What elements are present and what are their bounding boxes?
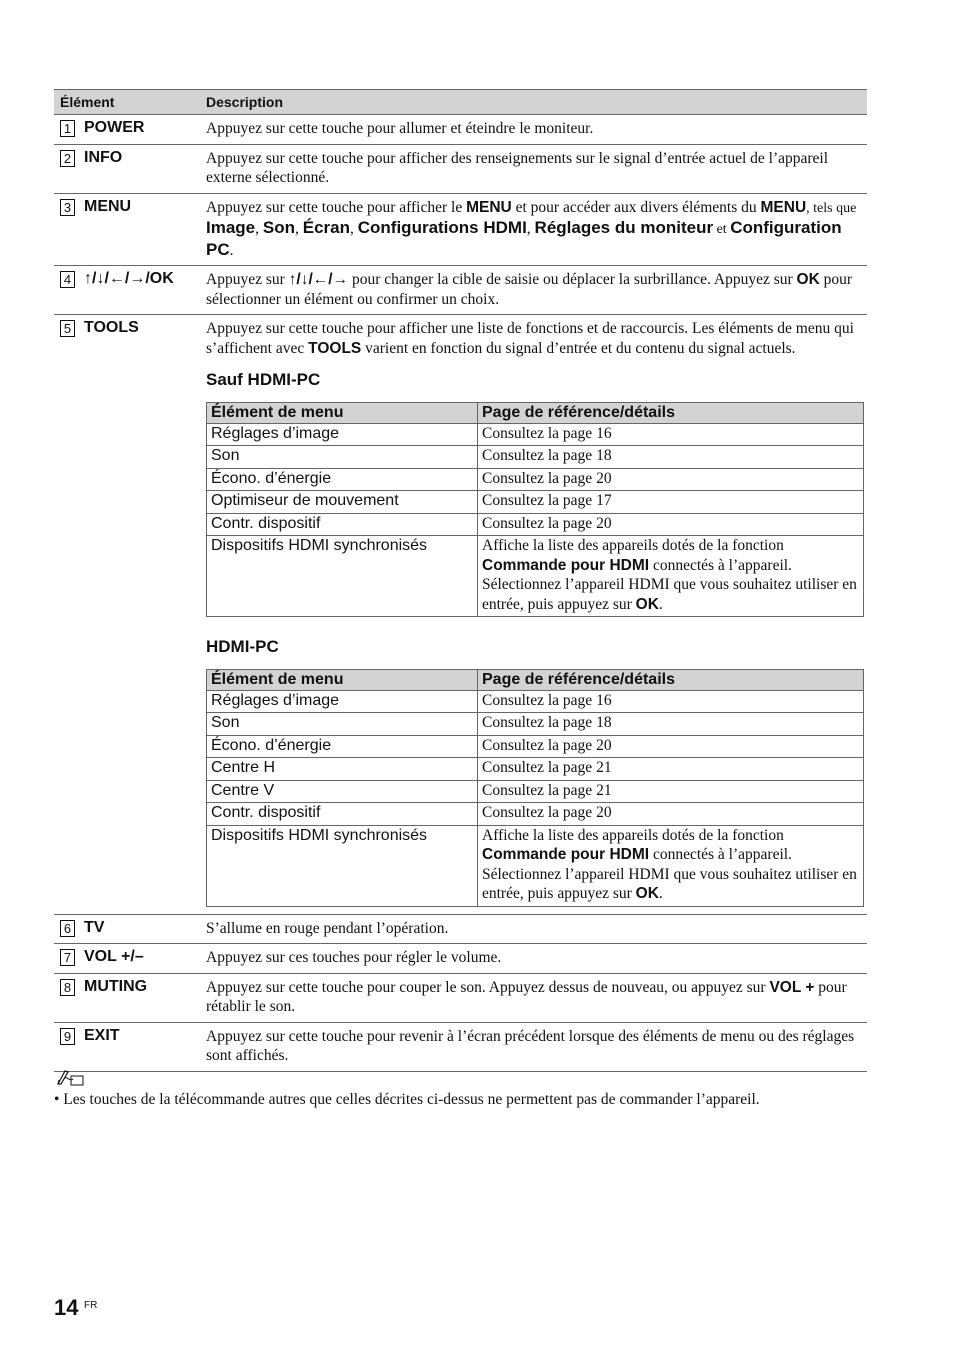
subtable-header-item: Élément de menu xyxy=(207,669,478,690)
desc-muting: Appuyez sur cette touche pour couper le son. Appuyez dessus de nouveau, ou appuyez sur VOL + pour rétablir le son. xyxy=(206,973,867,1022)
table-row: Écono. d’énergie Consultez la page 20 xyxy=(207,735,864,758)
subtable-header xyxy=(207,669,864,690)
table-row: Réglages d’image Consultez la page 16 xyxy=(207,690,864,713)
hdmi-pc-table xyxy=(206,669,864,907)
remote-buttons-table xyxy=(54,89,867,1072)
key-label: MENU xyxy=(84,197,132,215)
desc-vol: Appuyez sur ces touches pour régler le volume. xyxy=(206,944,867,974)
table-row: Son Consultez la page 18 xyxy=(207,713,864,736)
header-description: Description xyxy=(206,90,867,115)
tools-description: Appuyez sur cette touche pour afficher une liste de fonctions et de raccourcis. Les éléments de menu qui s’affichent avec TOOLS varient en fonction du signal d’entrée et du contenu du signal actuels. xyxy=(206,320,854,357)
desc-exit: Appuyez sur cette touche pour revenir à l’écran précédent lorsque des éléments de menu ou des réglages sont affichés. xyxy=(206,1022,867,1071)
item-number: 9 xyxy=(60,1028,75,1045)
item-number: 6 xyxy=(60,920,75,937)
desc-arrows: Appuyez sur ↑/↓/←/→ pour changer la cible de saisie ou déplacer la surbrillance. Appuyez sur OK pour sélectionner un élément ou confirmer un choix. xyxy=(206,266,867,315)
key-info xyxy=(54,144,206,193)
table-row: Centre V Consultez la page 21 xyxy=(207,780,864,803)
key-menu xyxy=(54,193,206,266)
key-label: TOOLS xyxy=(84,319,139,336)
table-row: Écono. d’énergie Consultez la page 20 xyxy=(207,468,864,491)
item-number: 3 xyxy=(60,199,75,216)
subtable-header xyxy=(207,402,864,423)
table-header xyxy=(54,90,867,115)
key-muting xyxy=(54,973,206,1022)
table-row: Son Consultez la page 18 xyxy=(207,446,864,469)
key-label: MUTING xyxy=(84,977,148,995)
key-tools xyxy=(54,315,206,915)
table-row-power xyxy=(54,115,867,145)
item-number: 7 xyxy=(60,949,75,966)
table-row-tv xyxy=(54,914,867,944)
table-row: Contr. dispositif Consultez la page 20 xyxy=(207,803,864,826)
pencil-note-icon xyxy=(55,1068,85,1086)
key-exit xyxy=(54,1022,206,1071)
subtable-header-ref: Page de référence/détails xyxy=(478,669,864,690)
table-row-arrows xyxy=(54,266,867,315)
desc-tools xyxy=(206,315,867,915)
key-label: POWER xyxy=(84,119,145,136)
table-row-tools xyxy=(54,315,867,915)
table-row-exit xyxy=(54,1022,867,1071)
page-language: FR xyxy=(84,1300,98,1311)
table-row: Contr. dispositif Consultez la page 20 xyxy=(207,513,864,536)
item-number: 8 xyxy=(60,979,75,996)
key-tv xyxy=(54,914,206,944)
page-number: 14 xyxy=(54,1295,79,1320)
sauf-hdmi-pc-title: Sauf HDMI-PC xyxy=(206,370,321,389)
table-row: Optimiseur de mouvement Consultez la page 17 xyxy=(207,491,864,514)
key-label: TV xyxy=(84,918,105,936)
key-arrows xyxy=(54,266,206,315)
key-label: INFO xyxy=(84,148,123,166)
desc-tv: S’allume en rouge pendant l’opération. xyxy=(206,914,867,944)
key-vol xyxy=(54,944,206,974)
desc-menu: Appuyez sur cette touche pour afficher le MENU et pour accéder aux divers éléments du MENU, tels que Image, Son, Écran, Configurations HDMI, Réglages du moniteur et Configuration PC. xyxy=(206,193,867,266)
table-row: Réglages d’image Consultez la page 16 xyxy=(207,423,864,446)
table-row-muting xyxy=(54,973,867,1022)
key-label: EXIT xyxy=(84,1026,120,1044)
header-element: Élément xyxy=(54,90,206,115)
table-row: Dispositifs HDMI synchronisés Affiche la liste des appareils dotés de la fonction Commande pour HDMI connectés à l’appareil. Sélectionnez l’appareil HDMI que vous souhaitez utiliser en entrée, puis appuyez sur OK. xyxy=(207,536,864,617)
subtable-header-ref: Page de référence/détails xyxy=(478,402,864,423)
table-row: Dispositifs HDMI synchronisés Affiche la liste des appareils dotés de la fonction Commande pour HDMI connectés à l’appareil. Sélectionnez l’appareil HDMI que vous souhaitez utiliser en entrée, puis appuyez sur OK. xyxy=(207,825,864,906)
item-number: 1 xyxy=(60,120,75,137)
note-text: • Les touches de la télécommande autres que celles décrites ci-dessus ne permettent pas de commander l’appareil. xyxy=(54,1091,760,1108)
item-number: 5 xyxy=(60,320,75,337)
key-label: ↑/↓/←/→/OK xyxy=(84,270,174,287)
subtable-header-item: Élément de menu xyxy=(207,402,478,423)
key-power xyxy=(54,115,206,145)
table-row-info xyxy=(54,144,867,193)
table-row-menu xyxy=(54,193,867,266)
table-row-vol xyxy=(54,944,867,974)
sauf-hdmi-pc-table xyxy=(206,402,864,618)
desc-power: Appuyez sur cette touche pour allumer et éteindre le moniteur. xyxy=(206,115,867,145)
table-row: Centre H Consultez la page 21 xyxy=(207,758,864,781)
item-number: 2 xyxy=(60,150,75,167)
hdmi-pc-title: HDMI-PC xyxy=(206,637,279,656)
key-label: VOL +/– xyxy=(84,948,144,965)
item-number: 4 xyxy=(60,271,75,288)
desc-info: Appuyez sur cette touche pour afficher des renseignements sur le signal d’entrée actuel de l’appareil externe sélectionné. xyxy=(206,144,867,193)
